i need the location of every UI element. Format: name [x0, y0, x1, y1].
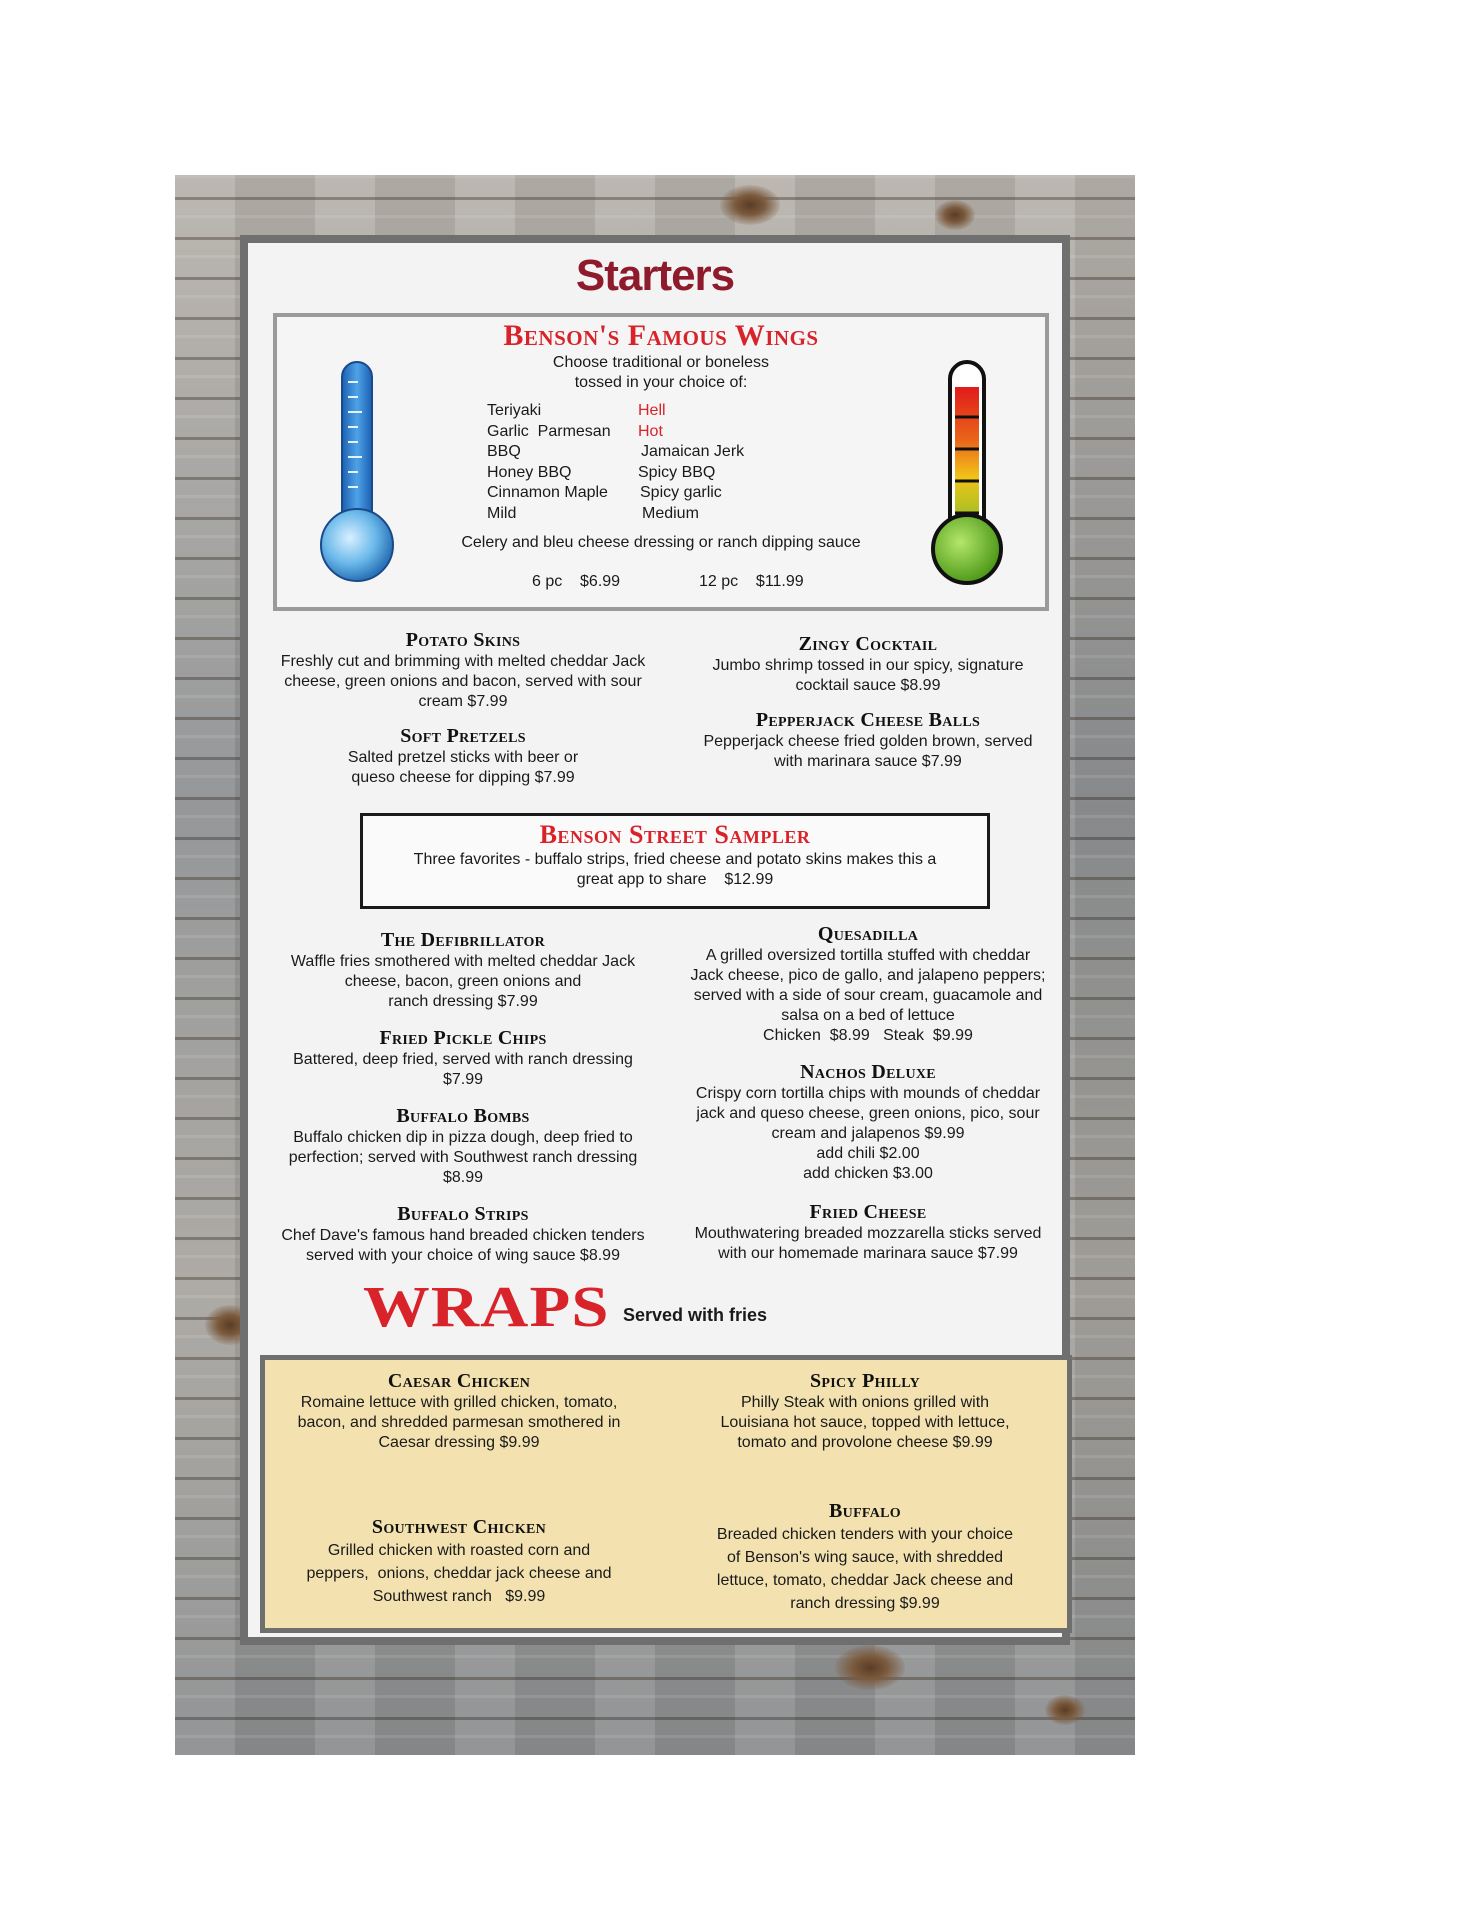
sauce-item: BBQ — [487, 443, 521, 460]
menu-item-fried-pickle-chips — [263, 1027, 663, 1090]
item-desc-line: Waffle fries smothered with melted cheddar Jack — [290, 953, 636, 970]
item-desc-line: served with your choice of wing sauce $8.99 — [306, 1247, 620, 1264]
item-desc-line: of Benson's wing sauce, with shredded — [726, 1549, 1004, 1566]
item-desc-line: Crispy corn tortilla chips with mounds of cheddar — [695, 1085, 1041, 1102]
menu-item-quesadilla — [668, 923, 1068, 1046]
wood-knot-icon — [935, 200, 975, 230]
item-desc-line: Louisiana hot sauce, topped with lettuce, — [720, 1414, 1010, 1431]
sauce-item: Mild — [487, 504, 517, 522]
item-desc-line: add chicken $3.00 — [803, 1165, 933, 1182]
item-desc-line: A grilled oversized tortilla stuffed with cheddar — [705, 947, 1031, 964]
wings-title: Benson's Famous Wings — [503, 319, 819, 352]
wraps-box — [260, 1355, 1072, 1633]
item-desc-line: Romaine lettuce with grilled chicken, tomato, — [300, 1394, 618, 1411]
item-desc-line: Jack cheese, pico de gallo, and jalapeno peppers; — [690, 967, 1046, 984]
wings-price-6pc: 6 pc $6.99 — [532, 573, 621, 590]
sampler-box — [360, 813, 990, 909]
item-name: The Defibrillator — [380, 929, 546, 951]
item-desc-line: $7.99 — [442, 1071, 484, 1088]
item-desc-line: jack and queso cheese, green onions, pico, sour — [696, 1105, 1040, 1122]
sauce-item: Teriyaki — [487, 402, 542, 419]
wrap-item-southwest-chicken — [269, 1516, 649, 1608]
item-desc-line: bacon, and shredded parmesan smothered in — [297, 1414, 621, 1431]
item-desc-line: Salted pretzel sticks with beer or — [347, 749, 579, 766]
item-desc-line: Chicken $8.99 Steak $9.99 — [763, 1027, 973, 1044]
menu-item-defibrillator — [263, 929, 663, 1012]
sauce-list-left — [487, 401, 611, 524]
item-desc-line: cocktail sauce $8.99 — [795, 677, 941, 694]
item-desc-line: with our homemade marinara sauce $7.99 — [718, 1245, 1018, 1262]
wrap-item-buffalo — [675, 1500, 1055, 1615]
item-name: Buffalo Strips — [397, 1203, 529, 1225]
wood-knot-icon — [720, 185, 780, 225]
item-desc-line: lettuce, tomato, cheddar Jack cheese and — [716, 1572, 1014, 1589]
wings-price-12pc: 12 pc $11.99 — [699, 573, 804, 590]
starters-title: Starters — [575, 251, 735, 300]
item-desc-line: with marinara sauce $7.99 — [774, 753, 962, 770]
menu-item-pepperjack-cheese-balls — [673, 709, 1063, 772]
item-desc-line: $8.99 — [442, 1169, 484, 1186]
item-desc-line: Mouthwatering breaded mozzarella sticks served — [694, 1225, 1042, 1242]
item-desc-line: great app to share $12.99 — [576, 871, 774, 888]
item-desc-line: Grilled chicken with roasted corn and — [327, 1542, 591, 1559]
item-desc-line: Breaded chicken tenders with your choice — [716, 1526, 1014, 1543]
item-desc-line: Philly Steak with onions grilled with — [740, 1394, 990, 1411]
sauce-item: Cinnamon Maple — [487, 484, 608, 501]
sauce-item: Spicy garlic — [640, 484, 722, 501]
item-desc-line: peppers, onions, cheddar jack cheese and — [306, 1565, 612, 1582]
item-desc-line: tomato and provolone cheese $9.99 — [737, 1434, 993, 1451]
item-desc-line: Southwest ranch $9.99 — [372, 1588, 546, 1605]
item-desc-line: served with a side of sour cream, guacamole and — [693, 987, 1043, 1004]
sauce-item: Medium — [642, 504, 699, 522]
menu-item-zingy-cocktail — [673, 633, 1063, 696]
item-name: Soft Pretzels — [400, 725, 526, 747]
item-desc-line: ranch dressing $7.99 — [388, 993, 538, 1010]
item-desc-line: Chef Dave's famous hand breaded chicken tenders — [281, 1227, 645, 1244]
item-desc-line: Caesar dressing $9.99 — [378, 1434, 540, 1451]
wraps-title: WRAPS — [363, 1274, 610, 1339]
item-name: Nachos Deluxe — [800, 1061, 936, 1083]
menu-item-buffalo-bombs — [263, 1105, 663, 1188]
item-name: Fried Pickle Chips — [379, 1027, 547, 1049]
menu-item-nachos-deluxe — [668, 1061, 1068, 1184]
sampler-title: Benson Street Sampler — [539, 820, 811, 849]
menu-panel — [240, 235, 1070, 1645]
sauce-item-hot: Hell — [638, 402, 666, 419]
item-name: Buffalo — [829, 1500, 901, 1522]
wings-dipping-note: Celery and bleu cheese dressing or ranch dipping sauce — [461, 534, 861, 551]
wraps-subtitle: Served with fries — [623, 1305, 768, 1325]
item-desc-line: Buffalo chicken dip in pizza dough, deep fried to — [293, 1129, 633, 1146]
sauce-item-hot: Hot — [638, 422, 663, 440]
item-desc-line: ranch dressing $9.99 — [790, 1595, 940, 1612]
wings-intro-line2: tossed in your choice of: — [574, 374, 748, 391]
item-desc-line: Jumbo shrimp tossed in our spicy, signature — [712, 657, 1024, 674]
item-desc-line: Battered, deep fried, served with ranch dressing — [293, 1051, 633, 1068]
item-desc-line: queso cheese for dipping $7.99 — [351, 769, 575, 786]
menu-item-buffalo-strips — [263, 1203, 663, 1266]
item-desc-line: cheese, green onions and bacon, served with sour — [284, 673, 642, 690]
item-name: Spicy Philly — [810, 1370, 920, 1392]
wrap-item-spicy-philly — [675, 1370, 1055, 1453]
item-name: Fried Cheese — [809, 1201, 927, 1223]
item-name: Zingy Cocktail — [798, 633, 938, 655]
wings-box — [273, 313, 1049, 611]
item-desc-line: Three favorites - buffalo strips, fried cheese and potato skins makes this a — [413, 851, 937, 868]
item-desc-line: Pepperjack cheese fried golden brown, served — [703, 733, 1033, 750]
menu-item-fried-cheese — [668, 1201, 1068, 1264]
wings-intro-line1: Choose traditional or boneless — [552, 354, 770, 371]
item-name: Buffalo Bombs — [396, 1105, 530, 1127]
item-name: Caesar Chicken — [387, 1370, 531, 1392]
sauce-list-right — [638, 401, 744, 524]
item-desc-line: Freshly cut and brimming with melted cheddar Jack — [280, 653, 646, 670]
wood-knot-icon — [1045, 1695, 1085, 1725]
sauce-item: Garlic Parmesan — [487, 422, 611, 440]
item-name: Potato Skins — [405, 629, 521, 651]
sauce-item: Jamaican Jerk — [641, 443, 745, 460]
item-desc-line: cream and jalapenos $9.99 — [771, 1125, 965, 1142]
item-name: Southwest Chicken — [371, 1516, 547, 1538]
item-desc-line: cream $7.99 — [418, 693, 508, 710]
item-desc-line: add chili $2.00 — [816, 1145, 920, 1162]
wood-knot-icon — [835, 1645, 905, 1690]
sauce-item: Spicy BBQ — [638, 463, 716, 481]
sauce-item: Honey BBQ — [487, 463, 572, 481]
wrap-item-caesar-chicken — [269, 1370, 649, 1453]
item-desc-line: perfection; served with Southwest ranch dressing — [288, 1149, 638, 1166]
menu-item-potato-skins — [263, 629, 663, 712]
menu-item-soft-pretzels — [263, 725, 663, 788]
item-name: Pepperjack Cheese Balls — [755, 709, 981, 731]
item-desc-line: salsa on a bed of lettuce — [781, 1007, 955, 1024]
item-name: Quesadilla — [817, 923, 919, 945]
item-desc-line: cheese, bacon, green onions and — [344, 973, 582, 990]
